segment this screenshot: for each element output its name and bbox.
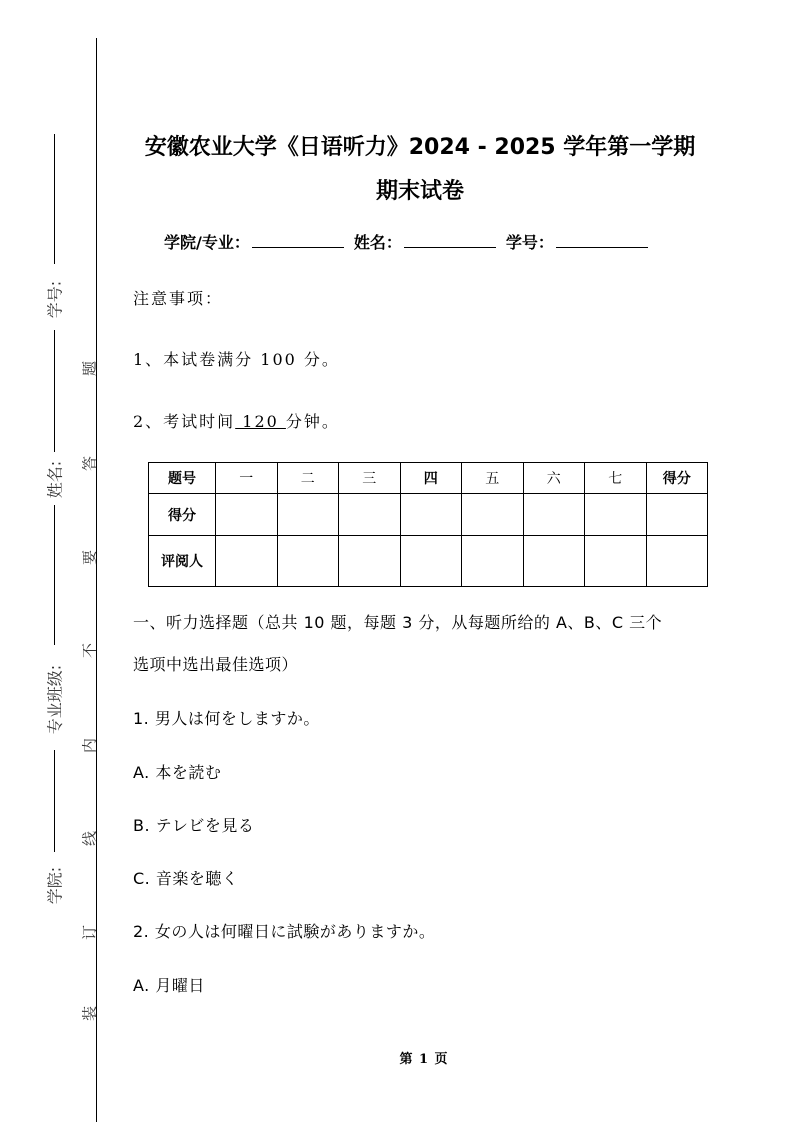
header-cell: 四	[400, 463, 462, 494]
grader-cell[interactable]	[646, 536, 708, 587]
header-cell: 三	[339, 463, 401, 494]
score-table	[148, 462, 708, 587]
score-cell[interactable]	[339, 494, 401, 536]
score-table-header-row	[149, 463, 708, 494]
grader-cell[interactable]	[585, 536, 647, 587]
question-2-option-a: A. 月曜日	[133, 976, 205, 995]
score-cell[interactable]	[400, 494, 462, 536]
grader-cell[interactable]	[523, 536, 585, 587]
student-id-field[interactable]	[506, 230, 648, 253]
grader-cell[interactable]	[216, 536, 278, 587]
grader-cell[interactable]	[462, 536, 524, 587]
section-1-heading-cont: 选项中选出最佳选项）	[133, 655, 299, 674]
question-1-option-b: B. テレビを見る	[133, 816, 255, 835]
notes-heading: 注意事项：	[133, 289, 224, 308]
section-1-heading: 一、听力选择题（总共 10 题，每题 3 分，从每题所给的 A、B、C 三个	[133, 613, 663, 632]
score-cell[interactable]	[462, 494, 524, 536]
header-cell: 七	[585, 463, 647, 494]
page-number: 第 1 页	[399, 1052, 449, 1067]
grader-cell[interactable]	[339, 536, 401, 587]
exam-subtitle: 期末试卷	[375, 179, 464, 204]
side-label-student-id: 学号:	[45, 280, 65, 319]
grader-cell[interactable]	[400, 536, 462, 587]
header-cell: 一	[216, 463, 278, 494]
score-cell[interactable]	[277, 494, 339, 536]
header-cell: 六	[523, 463, 585, 494]
score-row	[149, 494, 708, 536]
header-cell: 得分	[646, 463, 708, 494]
name-blank[interactable]	[404, 231, 496, 248]
side-label-major-class: 专业班级:	[45, 664, 65, 735]
student-info-row	[164, 230, 658, 253]
header-cell: 五	[462, 463, 524, 494]
question-1-option-a: A. 本を読む	[133, 763, 222, 782]
seal-char: 线	[80, 831, 99, 847]
row-label: 评阅人	[149, 536, 216, 587]
exam-title: 安徽农业大学《日语听力》2024 - 2025 学年第一学期	[144, 135, 696, 160]
name-label: 姓名：	[353, 233, 402, 252]
college-fill-line	[54, 750, 55, 852]
major-class-fill-line	[54, 505, 55, 645]
grader-cell[interactable]	[277, 536, 339, 587]
seal-char: 不	[80, 643, 99, 659]
college-major-blank[interactable]	[252, 231, 344, 248]
note-item-1: 1、本试卷满分 100 分。	[133, 350, 340, 369]
row-label: 得分	[149, 494, 216, 536]
note-item-2-suffix: 分钟。	[285, 412, 340, 431]
seal-char: 要	[80, 550, 99, 566]
seal-char: 装	[80, 1006, 99, 1022]
question-1-stem: 1. 男人は何をしますか。	[133, 709, 320, 728]
note-item-2	[133, 409, 340, 432]
student-id-fill-line	[54, 134, 55, 264]
college-major-label: 学院/专业：	[164, 233, 250, 252]
header-cell: 题号	[149, 463, 216, 494]
name-fill-line	[54, 330, 55, 452]
seal-char: 内	[80, 738, 99, 754]
student-id-blank[interactable]	[556, 231, 648, 248]
college-major-field[interactable]	[164, 230, 344, 253]
seal-char: 订	[80, 925, 99, 941]
header-cell: 二	[277, 463, 339, 494]
grader-row	[149, 536, 708, 587]
question-1-option-c: C. 音楽を聴く	[133, 869, 239, 888]
name-field[interactable]	[354, 230, 496, 253]
side-label-name: 姓名:	[45, 460, 65, 499]
score-cell[interactable]	[216, 494, 278, 536]
binding-border-line	[96, 38, 97, 1122]
student-id-label: 学号：	[505, 233, 554, 252]
question-2-stem: 2. 女の人は何曜日に試験がありますか。	[133, 922, 436, 941]
note-item-2-prefix: 2、考试时间	[133, 412, 236, 431]
score-cell[interactable]	[585, 494, 647, 536]
score-cell[interactable]	[646, 494, 708, 536]
side-label-college: 学院:	[45, 866, 65, 905]
score-cell[interactable]	[523, 494, 585, 536]
seal-char: 答	[80, 456, 99, 472]
seal-char: 题	[80, 361, 99, 377]
exam-duration-value: 120	[235, 412, 286, 431]
